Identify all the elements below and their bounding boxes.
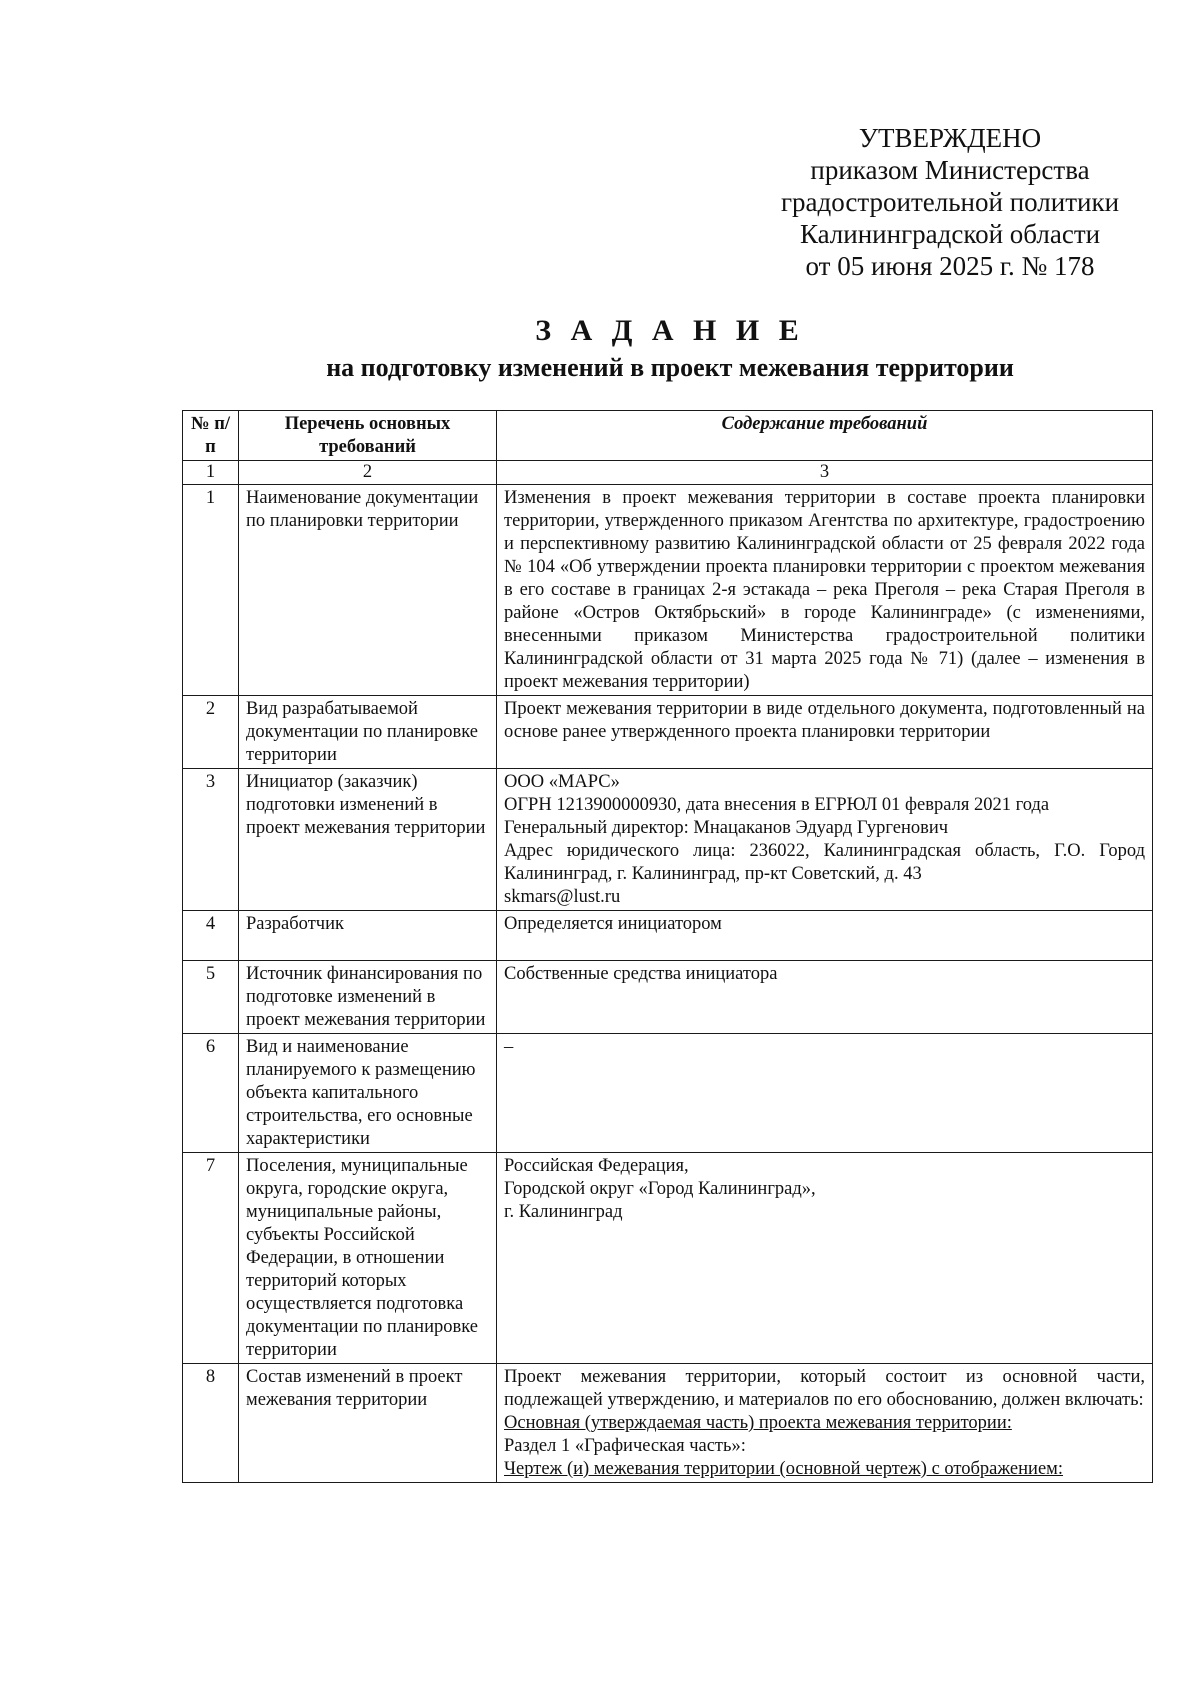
table-index-row (183, 461, 1153, 485)
row-num: 8 (183, 1364, 239, 1483)
row-num: 7 (183, 1153, 239, 1364)
content-line: ООО «МАРС» (504, 772, 620, 792)
row-requirement: Вид и наименование планируемого к размещению объекта капитального строительства, его основные характеристики (239, 1034, 497, 1153)
requirements-table (182, 410, 1153, 1483)
content-line: Проект межевания территории, который состоит из основной части, подлежащей утверждению, и материалов по его обоснованию, должен включать: (504, 1367, 1145, 1410)
row-num: 1 (183, 485, 239, 696)
approval-line: приказом Министерства (810, 155, 1090, 185)
content-line: Раздел 1 «Графическая часть»: (504, 1436, 746, 1456)
content-line: Городской округ «Город Калининград», (504, 1179, 816, 1199)
row-content: Собственные средства инициатора (497, 961, 1153, 1034)
row-num: 5 (183, 961, 239, 1034)
row-num: 6 (183, 1034, 239, 1153)
row-num: 3 (183, 769, 239, 911)
row-requirement: Разработчик (239, 911, 497, 961)
content-line-underlined: Основная (утверждаемая часть) проекта межевания территории: (504, 1413, 1012, 1433)
table-row (183, 961, 1153, 1034)
row-content: Изменения в проект межевания территории в составе проекта планировки территории, утвержденного приказом Агентства по архитектуре, градостроению и перспективному развитию Калининградской области от 25 февраля 2022 года № 104 «Об утверждении проекта планировки территории с проектом межевания в его составе в границах 2-я эстакада – река Преголя – река Старая Преголя в районе «Остров Октябрьский» в городе Калининграде» (с изменениями, внесенными приказом Министерства градостроительной политики Калининградской области от 31 марта 2025 года № 71) (далее – изменения в проект межевания территории) (497, 485, 1153, 696)
index-cell: 2 (239, 461, 497, 485)
table-row (183, 1364, 1153, 1483)
document-heading (180, 312, 1160, 384)
table-row (183, 769, 1153, 911)
approval-line: от 05 июня 2025 г. № 178 (805, 251, 1095, 281)
approval-line: градостроительной политики (780, 187, 1120, 217)
row-content (497, 1153, 1153, 1364)
table-row (183, 1034, 1153, 1153)
header-content: Содержание требований (497, 411, 1153, 461)
row-requirement: Поселения, муниципальные округа, городские округа, муниципальные районы, субъекты Российской Федерации, в отношении территорий которых осуществляется подготовка документации по планировке территории (239, 1153, 497, 1364)
table-row (183, 911, 1153, 961)
index-cell: 3 (497, 461, 1153, 485)
row-requirement: Источник финансирования по подготовке изменений в проект межевания территории (239, 961, 497, 1034)
table-row (183, 1153, 1153, 1364)
row-requirement: Вид разрабатываемой документации по планировке территории (239, 696, 497, 769)
content-line: Генеральный директор: Мнацаканов Эдуард Гургенович (504, 818, 949, 838)
content-line: Адрес юридического лица: 236022, Калининградская область, Г.О. Город Калининград, г. Калининград, пр-кт Советский, д. 43 (504, 841, 1145, 884)
index-cell: 1 (183, 461, 239, 485)
table-row (183, 696, 1153, 769)
table-row (183, 485, 1153, 696)
row-num: 4 (183, 911, 239, 961)
document-subtitle: на подготовку изменений в проект межевания территории (326, 353, 1014, 382)
row-content: Определяется инициатором (497, 911, 1153, 961)
row-requirement: Инициатор (заказчик) подготовки изменений в проект межевания территории (239, 769, 497, 911)
content-line-underlined: Чертеж (и) межевания территории (основной чертеж) с отображением: (504, 1459, 1064, 1479)
email-text: skmars@lust.ru (504, 887, 621, 907)
content-line: г. Калининград (504, 1202, 623, 1222)
content-line: ОГРН 1213900000930, дата внесения в ЕГРЮЛ 01 февраля 2021 года (504, 795, 1050, 815)
row-requirement: Наименование документации по планировки территории (239, 485, 497, 696)
row-content (497, 769, 1153, 911)
header-num: № п/п (183, 411, 239, 461)
row-content: Проект межевания территории в виде отдельного документа, подготовленный на основе ранее утвержденного проекта планировки территории (497, 696, 1153, 769)
header-requirement: Перечень основных требований (239, 411, 497, 461)
row-requirement: Состав изменений в проект межевания территории (239, 1364, 497, 1483)
content-line: Российская Федерация, (504, 1156, 689, 1176)
approval-stamp (760, 122, 1140, 282)
row-content (497, 1364, 1153, 1483)
approval-line: УТВЕРЖДЕНО (858, 123, 1042, 153)
document-title: З А Д А Н И Е (535, 314, 805, 347)
row-num: 2 (183, 696, 239, 769)
approval-line: Калининградской области (799, 219, 1101, 249)
table-header-row (183, 411, 1153, 461)
row-content: – (497, 1034, 1153, 1153)
